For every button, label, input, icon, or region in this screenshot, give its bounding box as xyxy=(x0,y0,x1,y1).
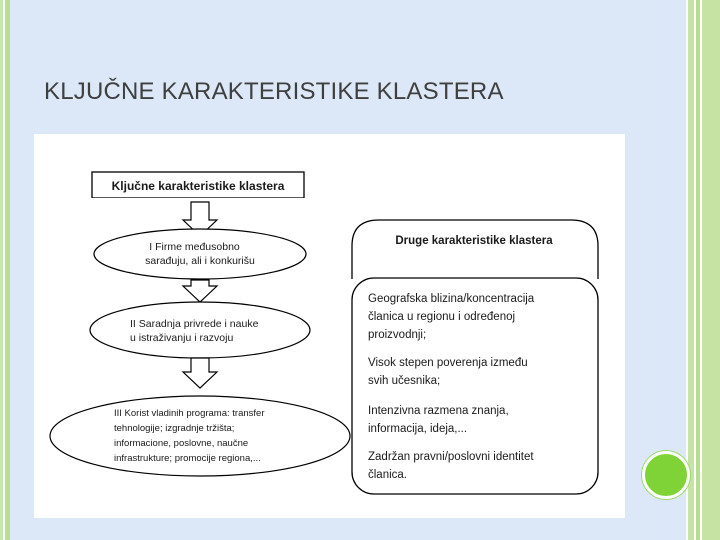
right-decorative-rail xyxy=(686,0,720,540)
diagram-svg xyxy=(34,134,625,518)
right-item-1-text: Geografska blizina/koncentracija članica u regionu i određenoj proizvodnji; xyxy=(368,293,535,341)
ellipse-item-2 xyxy=(90,302,310,358)
left-decorative-rail xyxy=(0,0,10,540)
diagram-image xyxy=(34,134,625,518)
slide-title: KLJUČNE KARAKTERISTIKE KLASTERA xyxy=(44,78,504,105)
ellipse-item-2-text: II Saradnja privrede i nauke u istraživanju i razvoju xyxy=(130,318,259,344)
right-item-3-text: Intenzivna razmena znanja, informacija, ideja,... xyxy=(368,405,509,435)
ellipse-item-1 xyxy=(94,229,306,279)
down-arrow-2 xyxy=(183,280,217,302)
right-item-4-text: Zadržan pravni/poslovni identitet članica. xyxy=(368,451,534,481)
right-item-2-text: Visok stepen poverenja između svih učesnika; xyxy=(368,357,528,387)
down-arrow-3 xyxy=(183,358,217,388)
ellipse-item-3-text: III Korist vladinih programa: transfer tehnologije; izgradnje tržišta; informacione, poslovne, naučne infrastrukture; promocije regiona,... xyxy=(114,408,265,464)
green-circle-decoration xyxy=(642,451,690,499)
left-header-text: Ključne karakteristike klastera xyxy=(111,179,285,193)
ellipse-item-1-text: I Firme međusobno sarađuju, ali i konkurišu xyxy=(145,241,255,267)
right-header-shape xyxy=(352,220,598,279)
right-header-text: Druge karakteristike klastera xyxy=(395,235,553,247)
